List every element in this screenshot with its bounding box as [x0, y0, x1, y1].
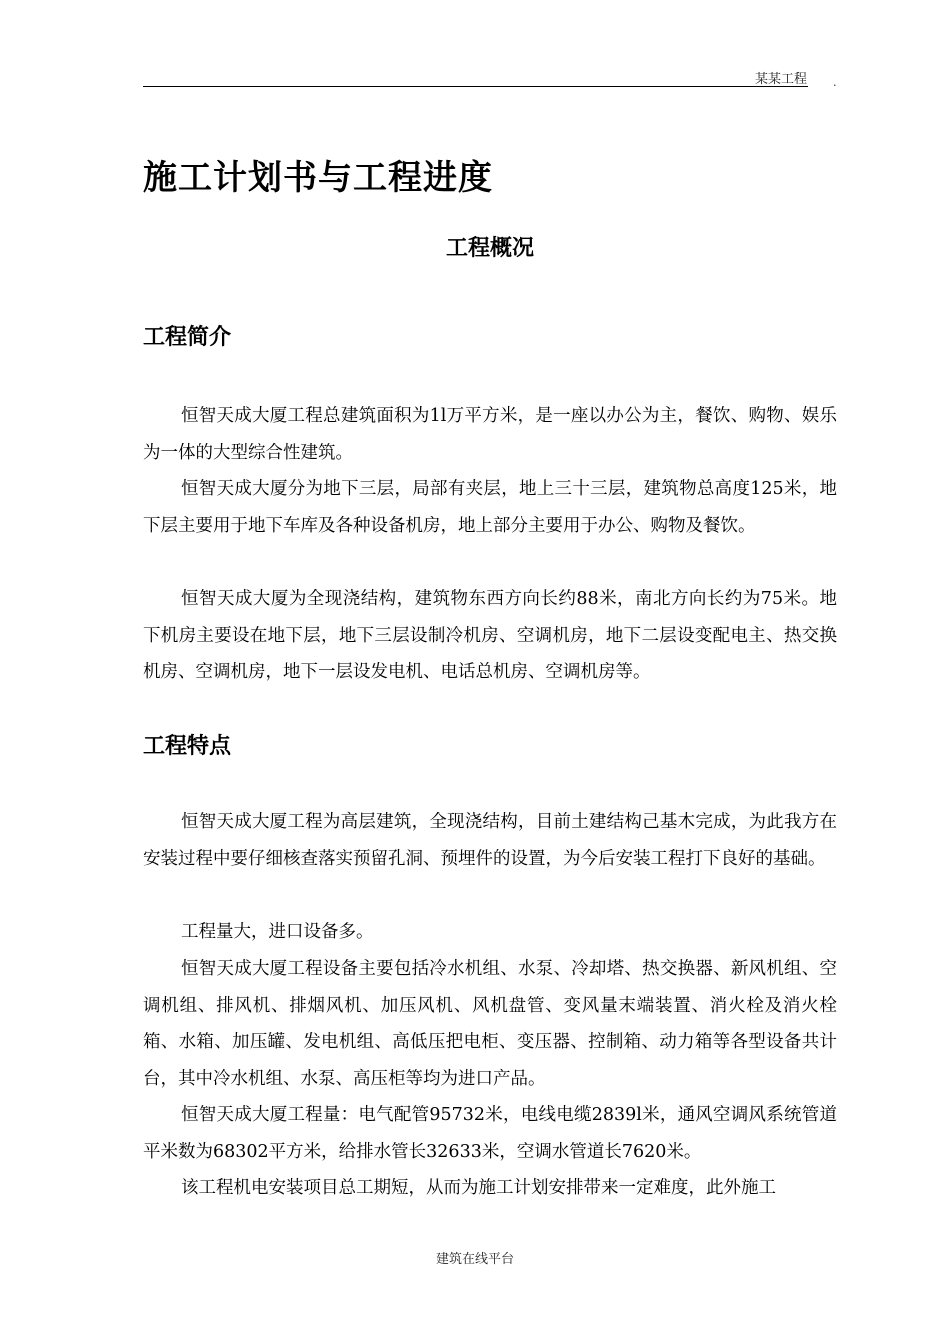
- paragraph: 恒智天成大厦分为地下三层，局部有夹层，地上三十三层，建筑物总高度125米，地下层主要用于地下车库及各种设备机房，地上部分主要用于办公、购物及餐饮。: [143, 479, 837, 536]
- heading-project-features: 工程特点: [143, 734, 232, 759]
- heading-project-intro: 工程简介: [143, 325, 232, 350]
- paragraph: 恒智天成大厦工程为高层建筑，全现浇结构，目前土建结构己基木完成，为此我方在安装过程中要仔细核查落实预留孔洞、预埋件的设置，为今后安装工程打下良好的基础。: [143, 812, 837, 869]
- paragraph: 恒智天成大厦工程总建筑面积为1l万平方米，是一座以办公为主，餐饮、购物、娱乐为一体的大型综合性建筑。: [143, 406, 837, 463]
- section-title: 工程概况: [445, 236, 534, 261]
- paragraph: 恒智天成大厦工程量：电气配管95732米，电线电缆2839l米，通风空调风系统管道平米数为68302平方米，给排水管长32633米，空调水管道长7620米。: [143, 1105, 837, 1162]
- page-footer: 建筑在线平台: [435, 1252, 514, 1267]
- paragraph: 恒智天成大厦工程设备主要包括冷水机组、水泵、冷却塔、热交换器、新风机组、空调机组、排风机、排烟风机、加压风机、风机盘管、变风量末端装置、消火栓及消火栓箱、水箱、加压罐、发电机组、高低压把电柜、变压器、控制箱、动力箱等各型设备共计台，其中冷水机组、水泵、高压柜等均为进口产品。: [143, 959, 837, 1089]
- header-dot: .: [833, 76, 837, 89]
- paragraph: 工程量大，进口设备多。: [181, 922, 374, 942]
- header-divider: [143, 86, 808, 87]
- paragraph: 该工程机电安装项目总工期短，从而为施工计划安排带来一定难度，此外施工: [181, 1178, 776, 1198]
- paragraph: 恒智天成大厦为全现浇结构，建筑物东西方向长约88米，南北方向长约为75米。地下机房主要设在地下层，地下三层设制冷机房、空调机房，地下二层设变配电主、热交换机房、空调机房，地下一层设发电机、电话总机房、空调机房等。: [143, 589, 837, 682]
- header-label: 某某工程: [754, 72, 807, 87]
- document-title: 施工计划书与工程进度: [143, 158, 493, 198]
